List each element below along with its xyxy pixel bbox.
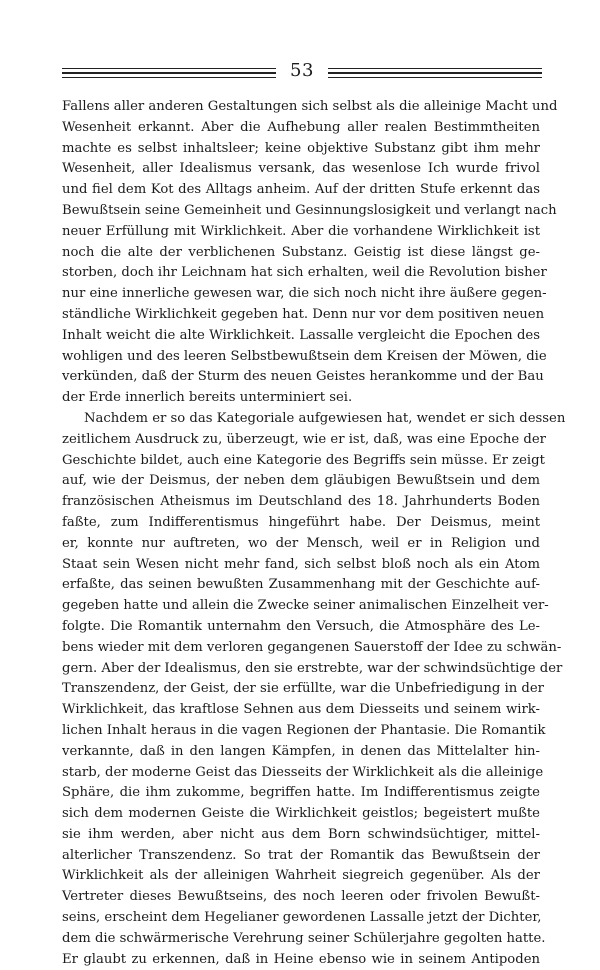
text-line: auf, wie der Deismus, der neben dem gläubigen Bewußtsein und dem (62, 473, 540, 489)
text-line: sich dem modernen Geiste die Wirklichkeit geistlos; begeistert mußte (62, 806, 540, 822)
text-line: Staat sein Wesen nicht mehr fand, sich selbst bloß noch als ein Atom (62, 556, 540, 572)
text-line: wohligen und des leeren Selbstbewußtsein dem Kreisen der Möwen, die (62, 348, 547, 364)
text-line: Er glaubt zu erkennen, daß in Heine ebenso wie in seinem Antipoden (62, 951, 540, 967)
text-line: alterlicher Transzendenz. So trat der Romantik das Bewußtsein der (62, 847, 540, 863)
text-line: machte es selbst inhaltsleer; keine objektive Substanz gibt ihm mehr (62, 140, 540, 156)
text-line: noch die alte der verblichenen Substanz. Geistig ist diese längst ge- (62, 244, 540, 260)
text-line: Sphäre, die ihm zukomme, begriffen hatte. Im Indifferentismus zeigte (62, 785, 540, 801)
text-line: folgte. Die Romantik unternahm den Versuch, die Atmosphäre des Le- (62, 618, 540, 634)
text-line: Nachdem er so das Kategoriale aufgewiesen hat, wendet er sich dessen (84, 410, 566, 426)
header-rule-right (328, 68, 542, 81)
text-line: gern. Aber der Idealismus, den sie erstrebte, war der schwindsüchtige der (62, 660, 563, 676)
page-number: 53 (290, 60, 314, 81)
text-line: seins, erscheint dem Hegelianer gewordenen Lassalle jetzt der Dichter, (62, 910, 542, 926)
text-line: starb, der moderne Geist das Diesseits der Wirklichkeit als die alleinige (62, 764, 544, 780)
text-line: der Erde innerlich bereits unterminiert sei. (62, 390, 353, 406)
body-text (62, 97, 566, 970)
text-line: Geschichte bildet, auch eine Kategorie des Begriffs sein müsse. Er zeigt (62, 452, 545, 468)
text-line: er, konnte nur auftreten, wo der Mensch, weil er in Religion und (62, 535, 540, 551)
text-line: Transzendenz, der Geist, der sie erfüllte, war die Unbefriedigung in der (62, 681, 544, 697)
text-line: ständliche Wirklichkeit gegeben hat. Denn nur vor dem positiven neuen (62, 306, 545, 322)
text-line: storben, doch ihr Leichnam hat sich erhalten, weil die Revolution bisher (62, 265, 547, 281)
text-line: erfaßte, das seinen bewußten Zusammenhang mit der Geschichte auf- (62, 577, 540, 593)
text-line: neuer Erfüllung mit Wirklichkeit. Aber die vorhandene Wirklichkeit ist (62, 223, 540, 239)
text-line: Inhalt weicht die alte Wirklichkeit. Lassalle vergleicht die Epochen des (62, 327, 540, 343)
header-rule-left (62, 68, 276, 81)
text-line: Wesenheit erkannt. Aber die Aufhebung aller realen Bestimmtheiten (62, 119, 540, 135)
text-line: Wesenheit, aller Idealismus versank, das wesenlose Ich wurde frivol (62, 161, 540, 177)
text-line: französischen Atheismus im Deutschland des 18. Jahrhunderts Boden (62, 494, 540, 510)
text-line: sie ihm werden, aber nicht aus dem Born schwindsüchtiger, mittel- (62, 826, 540, 842)
text-line: Wirklichkeit als der alleinigen Wahrheit siegreich gegenüber. Als der (62, 868, 540, 884)
text-line: verkünden, daß der Sturm des neuen Geistes herankomme und der Bau (62, 369, 544, 385)
text-line: und fiel dem Kot des Alltags anheim. Auf der dritten Stufe erkennt das (62, 182, 540, 198)
text-line: Wirklichkeit, das kraftlose Sehnen aus dem Diesseits und seinem wirk- (62, 702, 540, 718)
text-line: bens wieder mit dem verloren gegangenen Sauerstoff der Idee zu schwän- (62, 639, 562, 655)
page-header (62, 58, 542, 86)
text-line: verkannte, daß in den langen Kämpfen, in denen das Mittelalter hin- (62, 743, 540, 759)
text-line: Bewußtsein seine Gemeinheit und Gesinnungslosigkeit und verlangt nach (62, 202, 557, 218)
text-line: Fallens aller anderen Gestaltungen sich selbst als die alleinige Macht und (62, 99, 558, 114)
text-line: faßte, zum Indifferentismus hingeführt habe. Der Deismus, meint (62, 514, 540, 530)
text-line: Vertreter dieses Bewußtseins, des noch leeren oder frivolen Bewußt- (62, 889, 540, 905)
text-line: zeitlichem Ausdruck zu, überzeugt, wie er ist, daß, was eine Epoche der (62, 431, 546, 447)
text-line: nur eine innerliche gewesen war, die sich noch nicht ihre äußere gegen- (62, 286, 547, 302)
text-line: dem die schwärmerische Verehrung seiner Schülerjahre gegolten hatte. (62, 930, 546, 946)
text-line: lichen Inhalt heraus in die vagen Regionen der Phantasie. Die Romantik (62, 722, 546, 738)
text-line: gegeben hatte und allein die Zwecke seiner animalischen Einzelheit ver- (62, 598, 549, 614)
